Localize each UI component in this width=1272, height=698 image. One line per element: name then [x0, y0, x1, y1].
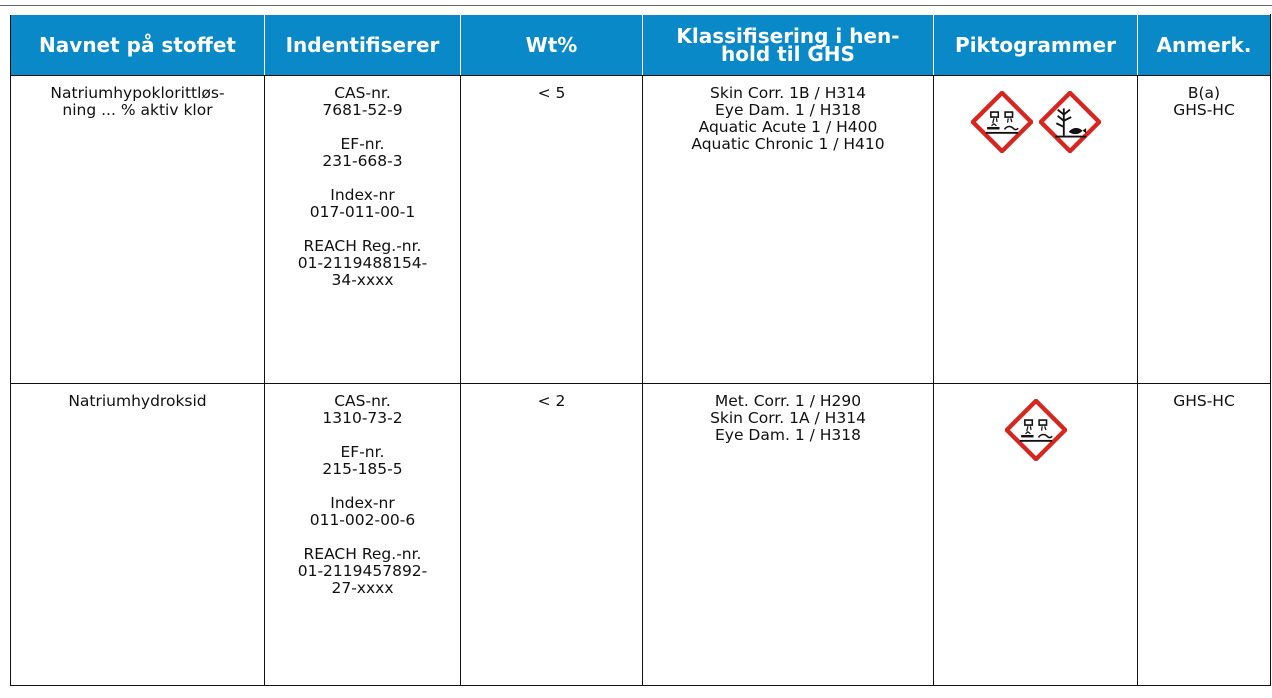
cell-pictograms	[934, 384, 1138, 686]
cell-pictograms	[934, 76, 1138, 384]
substance-table	[10, 14, 1271, 686]
remark-line: GHS-HC	[1173, 392, 1235, 410]
identifier-line: 27-xxxx	[331, 579, 394, 597]
classification-line: Skin Corr. 1B / H314	[710, 84, 866, 102]
identifier-line: 7681-52-9	[322, 101, 403, 119]
classification-line: Eye Dam. 1 / H318	[715, 101, 861, 119]
name-line: Natriumhypoklorittløs-	[50, 84, 225, 102]
identifier-line: Index-nr	[330, 186, 395, 204]
wt-value: < 2	[537, 392, 566, 410]
identifier-group	[273, 444, 452, 478]
cell-substance-name	[11, 384, 265, 686]
classification-line: Aquatic Chronic 1 / H410	[691, 135, 885, 153]
identifier-line: 011-002-00-6	[309, 511, 416, 529]
identifier-line: 1310-73-2	[322, 409, 403, 427]
identifier-group	[273, 85, 452, 119]
ghs-corrosive-icon	[971, 91, 1033, 153]
cell-wt	[461, 76, 643, 384]
identifier-group	[273, 187, 452, 221]
name-line: ning ... % aktiv klor	[62, 101, 213, 119]
identifier-group	[273, 136, 452, 170]
classification-line: Skin Corr. 1A / H314	[710, 409, 866, 427]
identifier-line: CAS-nr.	[334, 392, 391, 410]
identifier-line: 01-2119457892-	[297, 562, 428, 580]
cell-wt	[461, 384, 643, 686]
identifier-line: EF-nr.	[340, 135, 385, 153]
identifier-group	[273, 393, 452, 427]
classification-line: Eye Dam. 1 / H318	[715, 426, 861, 444]
col-header-wt: Wt%	[461, 15, 643, 76]
header-row	[11, 15, 1271, 76]
col-header-pictograms: Piktogrammer	[934, 15, 1138, 76]
ghs-environment-icon	[1039, 91, 1101, 153]
identifier-group	[273, 546, 452, 597]
remark-line: B(a)	[1187, 84, 1221, 102]
classification-line: Aquatic Acute 1 / H400	[698, 118, 878, 136]
identifier-line: 01-2119488154-	[297, 254, 428, 272]
cell-identifiers	[265, 384, 461, 686]
pictogram-group	[942, 91, 1129, 153]
pictogram-group	[942, 399, 1129, 461]
identifier-group	[273, 238, 452, 289]
cell-classification	[643, 76, 934, 384]
classification-line: Met. Corr. 1 / H290	[714, 392, 862, 410]
identifier-line: EF-nr.	[340, 443, 385, 461]
identifier-line: 215-185-5	[322, 460, 403, 478]
cell-substance-name	[11, 76, 265, 384]
identifier-group	[273, 495, 452, 529]
name-line: Natriumhydroksid	[68, 392, 207, 410]
col-header-identifier: Indentifiserer	[265, 15, 461, 76]
col-header-classification	[643, 15, 934, 76]
identifier-line: 34-xxxx	[331, 271, 394, 289]
col-header-remarks: Anmerk.	[1138, 15, 1271, 76]
identifier-line: Index-nr	[330, 494, 395, 512]
remark-line: GHS-HC	[1173, 101, 1235, 119]
cell-classification	[643, 384, 934, 686]
top-rule	[0, 5, 1272, 6]
identifier-line: 017-011-00-1	[309, 203, 416, 221]
cell-remarks	[1138, 76, 1271, 384]
wt-value: < 5	[537, 84, 566, 102]
table-row	[11, 76, 1271, 384]
cell-remarks	[1138, 384, 1271, 686]
col-header-classification-text: Klassifisering i hen- hold til GHS	[676, 24, 900, 66]
identifier-line: REACH Reg.-nr.	[303, 237, 422, 255]
table-row	[11, 384, 1271, 686]
col-header-name: Navnet på stoffet	[11, 15, 265, 76]
cell-identifiers	[265, 76, 461, 384]
identifier-line: CAS-nr.	[334, 84, 391, 102]
identifier-line: 231-668-3	[322, 152, 403, 170]
ghs-corrosive-icon	[1005, 399, 1067, 461]
identifier-line: REACH Reg.-nr.	[303, 545, 422, 563]
